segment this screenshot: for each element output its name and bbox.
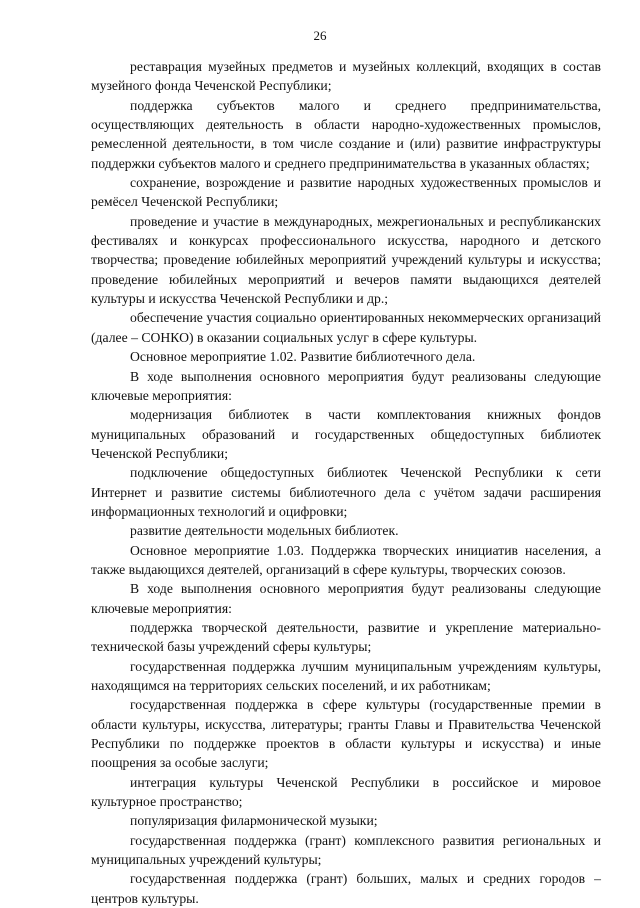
paragraph-city-centers-grant: государственная поддержка (грант) больших, малых и средних городов – центров культуры. <box>91 871 601 906</box>
paragraph-activity-1-02-heading: Основное мероприятие 1.02. Развитие библиотечного дела. <box>130 349 476 365</box>
document-body <box>91 57 601 908</box>
paragraph-activity-1-03-heading: Основное мероприятие 1.03. Поддержка творческих инициатив населения, а также выдающихся деятелей, организаций в сфере культуры, творческих союзов. <box>91 542 601 577</box>
paragraph-rural-institutions: государственная поддержка лучшим муниципальным учреждениям культуры, находящимся на территориях сельских поселений, и их работникам; <box>91 658 601 693</box>
paragraph-crafts-revival: сохранение, возрождение и развитие народных художественных промыслов и ремёсел Чеченской Республики; <box>91 175 601 210</box>
paragraph-library-internet: подключение общедоступных библиотек Чеченской Республики к сети Интернет и развитие системы библиотечного дела с учётом задачи расширения информационных технологий и оцифровки; <box>91 465 601 519</box>
paragraph-sme-support: поддержка субъектов малого и среднего предпринимательства, осуществляющих деятельность в области народно-художественных промыслов, ремесленной деятельности, в том числе создание и (или) развитие инфраструктуры поддержки субъектов малого и среднего предпринимательства в указанных областях; <box>91 97 601 171</box>
paragraph-library-modernization: модернизация библиотек в части комплектования книжных фондов муниципальных образований и государственных общедоступных библиотек Чеченской Республики; <box>91 407 601 461</box>
paragraph-model-libraries: развитие деятельности модельных библиотек. <box>130 523 399 539</box>
paragraph-museum-restoration: реставрация музейных предметов и музейных коллекций, входящих в состав музейного фонда Чеченской Республики; <box>91 59 601 94</box>
paragraph-sonko: обеспечение участия социально ориентированных некоммерческих организаций (далее – СОНКО) в оказании социальных услуг в сфере культуры. <box>91 310 601 345</box>
page-number: 26 <box>313 28 327 43</box>
paragraph-key-activities-intro-2: В ходе выполнения основного мероприятия будут реализованы следующие ключевые мероприятия: <box>91 581 601 616</box>
paragraph-complex-development-grant: государственная поддержка (грант) комплексного развития региональных и муниципальных учреждений культуры; <box>91 832 601 868</box>
paragraph-festivals: проведение и участие в международных, межрегиональных и республиканских фестивалях и конкурсах профессионального искусства, народного и детского творчества; проведение юбилейных мероприятий учреждений культуры и искусства; проведение юбилейных мероприятий и вечеров памяти выдающихся деятелей культуры и искусства Чеченской Республики и др.; <box>91 213 601 307</box>
paragraph-philharmonic: популяризация филармонической музыки; <box>130 813 378 829</box>
paragraph-creative-support: поддержка творческой деятельности, развитие и укрепление материально-технической базы учреждений сферы культуры; <box>91 619 601 655</box>
paragraph-state-awards: государственная поддержка в сфере культуры (государственные премии в области культуры, искусства, литературы; гранты Главы и Правительства Чеченской Республики по поддержке проектов в области культуры и искусства) и иные поощрения за особые заслуги; <box>91 697 601 771</box>
paragraph-culture-integration: интеграция культуры Чеченской Республики в российское и мировое культурное пространство; <box>91 774 601 810</box>
paragraph-key-activities-intro: В ходе выполнения основного мероприятия будут реализованы следующие ключевые мероприятия: <box>91 368 601 403</box>
